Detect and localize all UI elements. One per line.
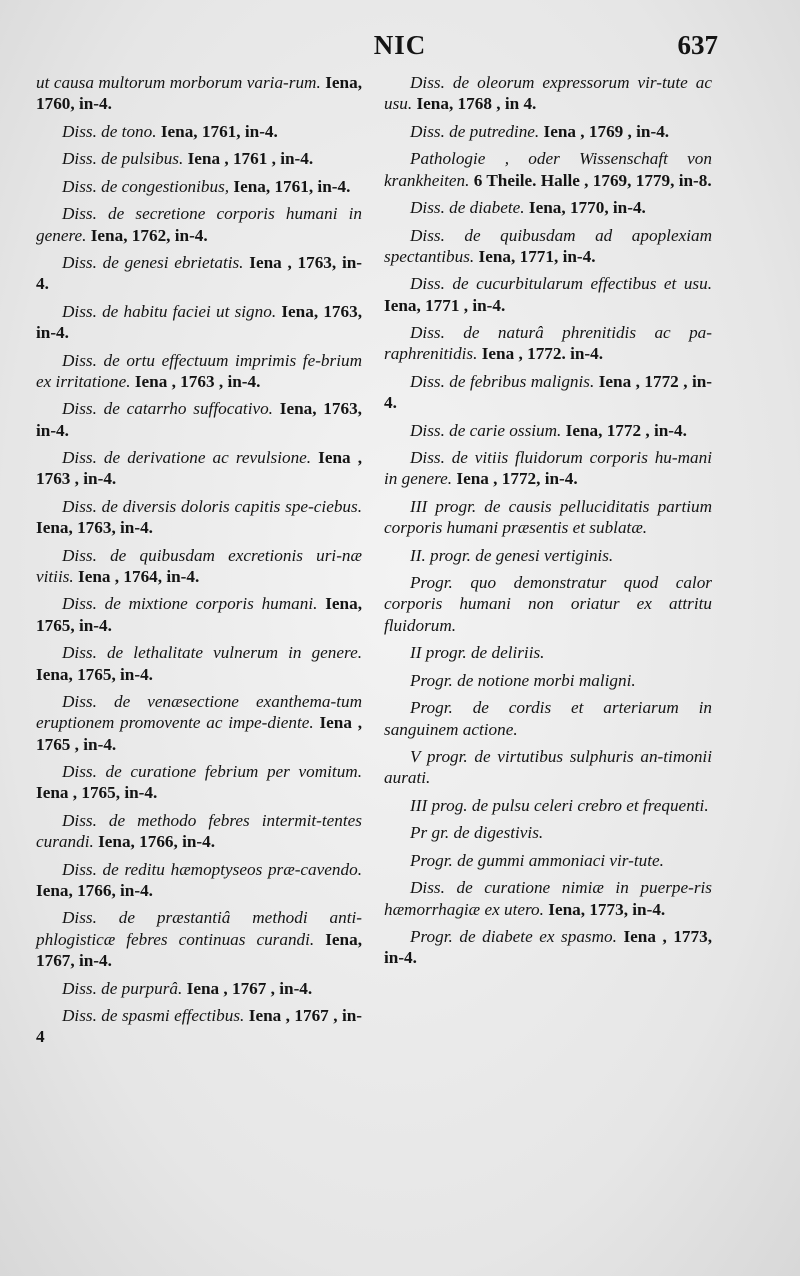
entry-title: Diss. de derivatione ac revulsione. [62,448,312,468]
bibliography-entry [36,350,362,393]
entry-publication: Iena, 1768 , in 4. [416,94,537,114]
entry-title: Diss. de purpurâ. [62,978,183,998]
bibliography-entry [36,398,362,441]
bibliography-entry [36,810,362,853]
bibliography-entry [36,907,362,971]
entry-publication: Iena, 1763, in-4. [36,518,153,538]
entry-publication: Iena , 1772. in-4. [481,344,604,364]
bibliography-entry [384,371,712,414]
entry-publication: Iena , 1765, in-4. [36,783,158,803]
entry-publication: Iena, 1765, in-4. [36,664,153,684]
bibliography-entry [384,642,712,663]
bibliography-entry [36,148,362,169]
entry-title: Diss. de venæsectione exanthema-tum eruptionem promovente ac impe-diente. [36,692,362,733]
entry-publication: Iena , 1765 , in-4. [36,713,362,754]
entry-title: Diss. de quibusdam ad apoplexiam spectantibus. [384,225,712,266]
entry-publication: Iena , 1772, in-4. [456,469,578,489]
entry-title: Diss. de pulsibus. [62,149,184,169]
entry-publication: Iena, 1763, in-4. [36,399,362,440]
bibliography-entry [36,496,362,539]
entry-title: II progr. de deliriis. [410,643,545,663]
bibliography-entry [384,926,712,969]
bibliography-entry [36,642,362,685]
bibliography-entry [36,545,362,588]
entry-title: Diss. de diabete. [410,198,525,218]
entry-title: Pathologie , oder Wissenschaft von krankheiten. [384,149,712,190]
entry-publication: Iena, 1771, in-4. [478,246,596,266]
entry-publication: Iena , 1763 , in-4. [134,371,261,391]
entry-title: III prog. de pulsu celeri crebro et frequenti. [410,795,709,815]
bibliography-entry [384,197,712,218]
bibliography-entry [36,761,362,804]
entry-publication: 6 Theile. Halle , 1769, 1779, in-8. [473,170,712,190]
entry-title: Diss. de febribus malignis. [410,371,595,391]
entry-title: V progr. de virtutibus sulphuris an-timonii aurati. [384,747,712,788]
entry-title: Diss. de cucurbitularum effectibus et usu. [410,274,712,294]
bibliography-entry [384,322,712,365]
entry-title: Diss. de spasmi effectibus. [62,1006,245,1026]
bibliography-entry [384,822,712,843]
entry-title: Diss. de vitiis fluidorum corporis hu-mani in genere. [384,448,712,489]
entry-publication: Iena, 1765, in-4. [36,594,362,635]
entry-title: Diss. de diversis doloris capitis spe-ciebus. [62,496,362,516]
entry-publication: Iena, 1772 , in-4. [565,420,687,440]
entry-title: II. progr. de genesi vertiginis. [410,545,614,565]
entry-title: Diss. de mixtione corporis humani. [62,594,318,614]
entry-title: Diss. de curatione febrium per vomitum. [62,762,362,782]
bibliography-entry [384,447,712,490]
entry-title: Diss. de habitu faciei ut signo. [62,301,277,321]
left-column [36,72,362,1054]
entry-publication: Iena, 1760, in-4. [36,73,362,114]
bibliography-entry [384,273,712,316]
bibliography-entry [384,795,712,816]
entry-publication: Iena, 1763, in-4. [36,301,362,343]
bibliography-entry [384,670,712,691]
bibliography-entry [384,225,712,268]
bibliography-entry [384,877,712,920]
entry-publication: Iena, 1766, in-4. [36,880,153,900]
bibliography-entry [36,176,362,197]
bibliography-entry [384,697,712,740]
right-column [384,72,712,975]
entry-title: Progr. de cordis et arteriarum in sanguinem actione. [384,698,712,739]
bibliography-entry [384,572,712,636]
bibliography-entry [384,850,712,871]
entry-title: Progr. de diabete ex spasmo. [410,927,617,947]
bibliography-entry [384,121,712,142]
bibliography-entry [36,121,362,142]
entry-publication: Iena, 1771 , in-4. [384,295,506,315]
entry-title: Diss. de methodo febres intermit-tentes curandi. [36,810,362,852]
entry-title: Diss. de secretione corporis humani in genere. [36,204,362,245]
entry-title: Diss. de ortu effectuum imprimis fe-brium ex irritatione. [36,350,362,391]
entry-publication: Iena , 1767 , in-4. [186,978,313,998]
entry-title: Progr. quo demonstratur quod calor corporis humani non oriatur ex attritu fluidorum. [384,573,712,635]
entry-title: Diss. de oleorum expressorum vir-tute ac usu. [384,73,712,114]
entry-title: Diss. de catarrho suffocativo. [62,399,273,419]
bibliography-entry [384,420,712,441]
bibliography-entry [36,1005,362,1048]
entry-publication: Iena , 1772 , in-4. [384,371,712,413]
entry-title: Diss. de curatione nimiæ in puerpe-ris hæmorrhagiæ ex utero. [384,878,712,919]
entry-publication: Iena , 1767 , in-4 [36,1006,362,1047]
entry-title: ut causa multorum morborum varia-rum. [36,73,321,92]
bibliography-entry [36,447,362,490]
bibliography-entry [36,691,362,755]
entry-title: Diss. de carie ossium. [410,420,562,440]
entry-publication: Iena, 1773, in-4. [548,899,666,919]
bibliography-entry [36,72,362,115]
entry-title: III progr. de causis pelluciditatis partium corporis humani præsentis et sublatæ. [384,496,712,538]
page-number: 637 [677,30,718,60]
bibliography-entry [384,72,712,115]
entry-publication: Iena, 1767, in-4. [36,929,362,971]
entry-title: Progr. de gummi ammoniaci vir-tute. [410,850,664,870]
entry-publication: Iena , 1763 , in-4. [36,448,362,489]
entry-title: Diss. de naturâ phrenitidis ac pa-raphrenitidis. [384,323,712,364]
bibliography-entry [384,496,712,539]
entry-title: Pr gr. de digestivis. [410,823,544,843]
entry-publication: Iena , 1773, in-4. [384,927,712,968]
running-head: NIC [373,30,427,60]
entry-title: Diss. de tono. [62,121,157,141]
entry-publication: Iena, 1766, in-4. [98,832,216,852]
entry-title: Diss. de præstantiâ methodi anti-phlogisticæ febres continuas curandi. [36,908,362,949]
bibliography-entry [36,252,362,295]
entry-title: Diss. de genesi ebrietatis. [62,253,244,273]
entry-publication: Iena, 1761, in-4. [233,176,351,196]
entry-title: Progr. de notione morbi maligni. [410,670,636,690]
bibliography-entry [36,859,362,902]
bibliography-entry [36,203,362,246]
bibliography-entry [36,301,362,344]
bibliography-entry [36,978,362,999]
entry-publication: Iena , 1761 , in-4. [187,149,314,169]
entry-title: Diss. de quibusdam excretionis uri-næ vitiis. [36,545,362,586]
bibliography-entry [384,148,712,191]
entry-publication: Iena , 1769 , in-4. [543,121,670,141]
bibliography-entry [384,746,712,789]
bibliography-entry [36,593,362,636]
bibliography-entry [384,545,712,566]
entry-publication: Iena, 1761, in-4. [160,121,278,141]
entry-publication: Iena , 1764, in-4. [78,567,200,586]
entry-publication: Iena , 1763, in-4. [36,253,363,294]
entry-title: Diss. de reditu hæmoptyseos præ-cavendo. [62,859,362,879]
entry-publication: Iena, 1762, in-4. [90,225,208,245]
entry-publication: Iena, 1770, in-4. [528,198,646,218]
entry-title: Diss. de congestionibus, [62,176,230,196]
entry-title: Diss. de putredine. [410,121,540,141]
entry-title: Diss. de lethalitate vulnerum in genere. [62,643,362,663]
